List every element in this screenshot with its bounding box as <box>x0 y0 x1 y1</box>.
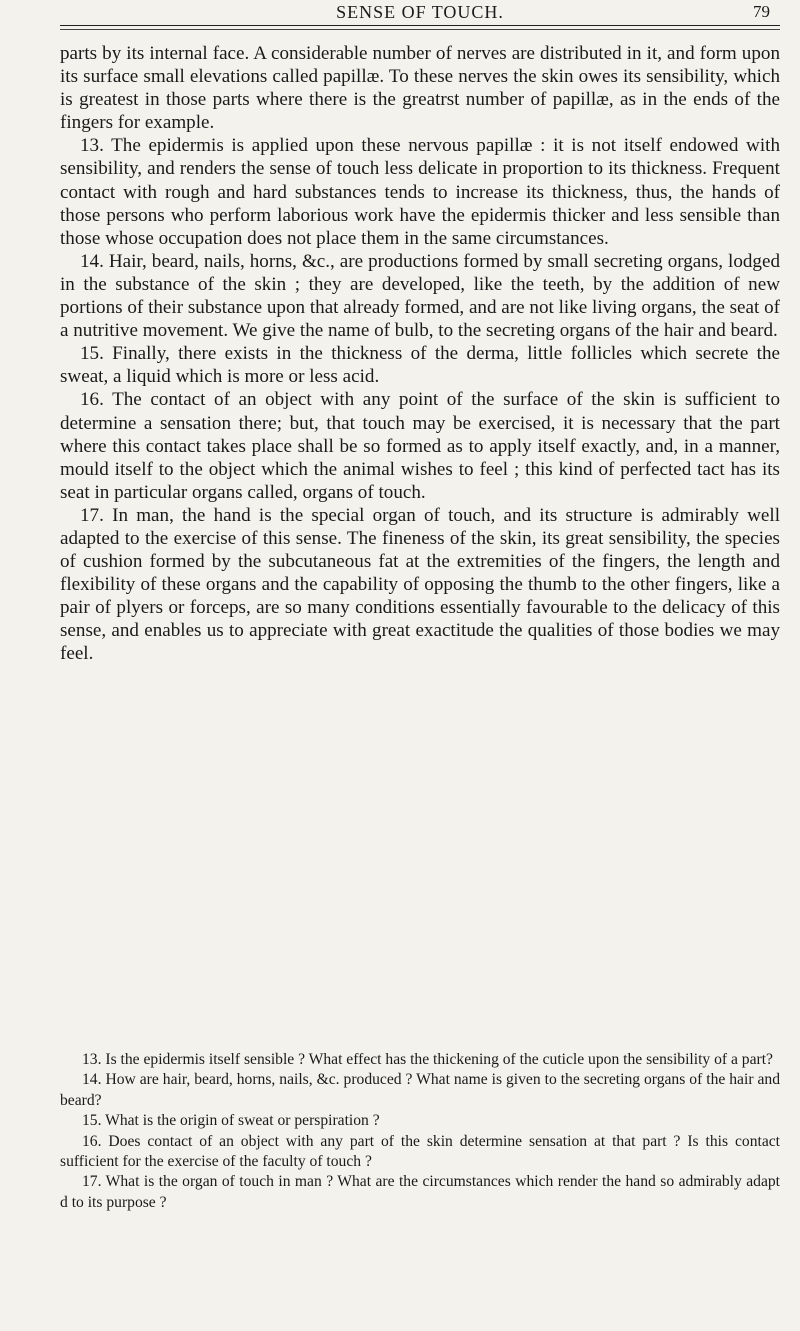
paragraph-16: 16. The contact of an object with any point of the surface of the skin is sufficient to determine a sensation there; but, that touch may be exercised, it is necessary that the part where this contact takes place shall be so formed as to apply itself exactly, and, in a manner, mould itself to the object which the animal wishes to feel ; this kind of perfected tact has its seat in particular organs called, organs of touch. <box>60 389 780 503</box>
question-14: 14. How are hair, beard, horns, nails, &c. produced ? What name is given to the secreting organs of the hair and beard? <box>60 1071 780 1109</box>
page-number: 79 <box>753 2 770 21</box>
paragraph-14: 14. Hair, beard, nails, horns, &c., are productions formed by small secreting organs, lodged in the substance of the skin ; they are developed, like the teeth, by the addition of new portions of their substance upon that already formed, and are not like living organs, the seat of a nutritive movement. We give the name of bulb, to the secreting organs of the hair and beard. <box>60 250 780 342</box>
question-17: 17. What is the organ of touch in man ? What are the circumstances which render the hand so admirably adapt d to its purpose ? <box>60 1173 780 1211</box>
question-16: 16. Does contact of an object with any part of the skin determine sensation at that part ? Is this contact sufficient for the exercise of the faculty of touch ? <box>60 1132 780 1171</box>
running-head: SENSE OF TOUCH. <box>336 2 504 22</box>
page-header <box>60 0 780 34</box>
body-text <box>60 42 780 666</box>
question-15: 15. What is the origin of sweat or perspiration ? <box>82 1112 380 1130</box>
paragraph-13: 13. The epidermis is applied upon these nervous papillæ : it is not itself endowed with sensibility, and renders the sense of touch less delicate in proportion to its thickness. Frequent contact with rough and hard substances tends to increase its thickness, thus, the hands of those persons who perform laborious work have the epidermis thicker and less sensible than those whose occupation does not place them in the same circumstances. <box>60 135 780 249</box>
header-rule <box>60 25 780 26</box>
header-rule-thin <box>60 29 780 30</box>
question-13: 13. Is the epidermis itself sensible ? What effect has the thickening of the cuticle upon the sensibility of a part? <box>82 1051 773 1068</box>
paragraph-continued: parts by its internal face. A considerable number of nerves are distributed in it, and form upon its surface small elevations called papillæ. To these nerves the skin owes its sensibility, which is greatest in those parts where there is the greatrst number of papillæ, as in the ends of the fingers for example. <box>60 43 780 134</box>
paragraph-15: 15. Finally, there exists in the thickness of the derma, little follicles which secrete the sweat, a liquid which is more or less acid. <box>60 343 780 388</box>
paragraph-17: 17. In man, the hand is the special organ of touch, and its structure is admirably well adapted to the exercise of this sense. The fineness of the skin, its great sensibility, the species of cushion formed by the subcutaneous fat at the extremities of the fingers, the length and flexibility of these organs and the capability of opposing the thumb to the other fingers, like a pair of plyers or forceps, are so many conditions essentially favourable to the delicacy of this sense, and enables us to appreciate with great exactitude the qualities of those bodies we may feel. <box>60 504 780 665</box>
study-questions <box>60 1050 780 1213</box>
